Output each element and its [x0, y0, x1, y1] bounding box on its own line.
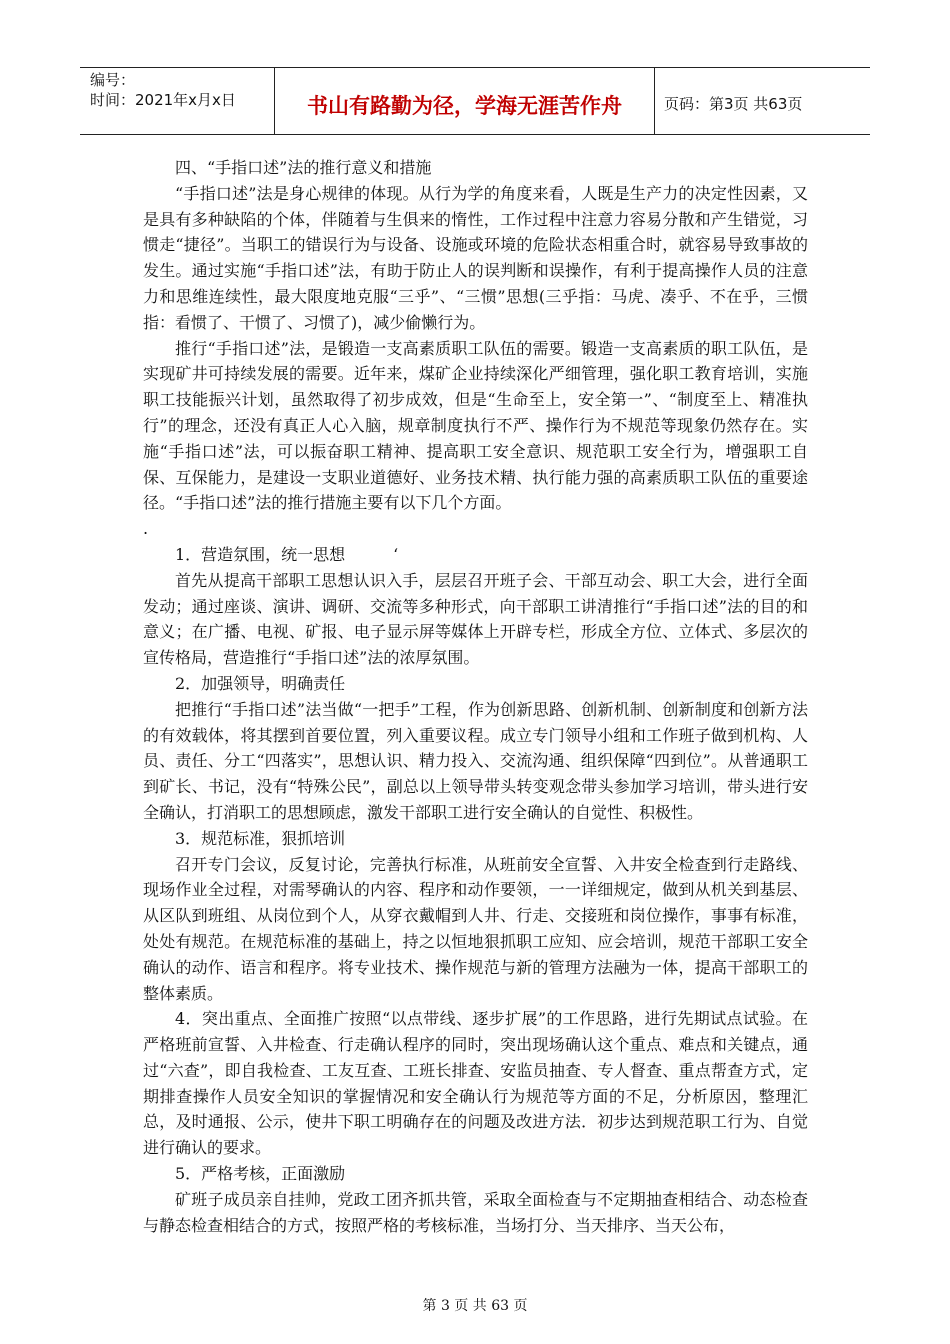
paragraph: “手指口述”法是身心规律的体现。从行为学的角度来看，人既是生产力的决定性因素，又是具有多种缺陷的个体，伴随着与生俱来的惰性，工作过程中注意力容易分散和产生错觉，习惯走“捷径”。当职工的错误行为与设备、设施或环境的危险状态相重合时，就容易导致事故的发生。通过实施“手指口述”法，有助于防止人的误判断和误操作，有利于提高操作人员的注意力和思维连续性，最大限度地克服“三乎”、“三惯”思想(三乎指：马虎、凑乎、不在乎，三惯指：看惯了、干惯了、习惯了)，减少偷懒行为。	[143, 183, 808, 332]
page-footer: 第 3 页 共 63 页	[422, 1298, 528, 1314]
paragraph: 推行“手指口述”法，是锻造一支高素质职工队伍的需要。锻造一支高素质的职工队伍，是实现矿井可持续发展的需要。近年来，煤矿企业持续深化严细管理，强化职工教育培训，实施职工技能振兴计划，虽然取得了初步成效，但是“生命至上，安全第一”、“制度至上、精准执行”的理念，还没有真正人心入脑，规章制度执行不严、操作行为不规范等现象仍然存在。实施“手指口述”法，可以振奋职工精神、提高职工安全意识、规范职工安全行为，增强职工自保、互保能力，是建设一支职业道德好、业务技术精、执行能力强的高素质职工队伍的重要途径。“手指口述”法的推行措施主要有以下几个方面。	[143, 338, 808, 513]
header-divider-right	[654, 67, 655, 135]
header-meta	[90, 70, 236, 110]
stray-dot: .	[143, 519, 149, 539]
header-page-number: 页码：第3页 共63页	[664, 95, 803, 113]
section-title: 四、“手指口述”法的推行意义和措施	[175, 158, 432, 177]
paragraph: 首先从提高干部职工思想认识入手，层层召开班子会、干部互动会、职工大会，进行全面发动；通过座谈、演讲、调研、交流等多种形式，向干部职工讲清推行“手指口述”法的目的和意义；在广播、电视、矿报、电子显示屏等媒体上开辟专栏，形成全方位、立体式、多层次的宣传格局，营造推行“手指口述”法的浓厚氛围。	[143, 570, 808, 668]
paragraph: 4．突出重点、全面推广按照“以点带线、逐步扩展”的工作思路，进行先期试点试验。在严格班前宣誓、入井检查、行走确认程序的同时，突出现场确认这个重点、难点和关键点，通过“六查”，即自我检查、工友互查、工班长排查、安监员抽查、专人督查、重点帮查方式，定期排查操作人员安全知识的掌握情况和安全确认行为规范等方面的不足，分析原因，整理汇总，及时通报、公示，使井下职工明确存在的问题及改进方法．初步达到规范职工行为、自觉进行确认的要求。	[143, 1009, 808, 1158]
header-bottom-rule	[80, 134, 870, 135]
subheading: 5．严格考核，正面激励	[175, 1164, 346, 1184]
paragraph: 把推行“手指口述”法当做“一把手”工程，作为创新思路、创新机制、创新制度和创新方法的有效载体，将其摆到首要位置，列入重要议程。成立专门领导小组和工作班子做到机构、人员、责任、分工“四落实”，思想认识、精力投入、交流沟通、组织保障“四到位”。从普通职工到矿长、书记，没有“特殊公民”，副总以上领导带头转变观念带头参加学习培训，带头进行安全确认，打消职工的思想顾虑，激发干部职工进行安全确认的自觉性、积极性。	[143, 699, 808, 822]
subheading: 2．加强领导，明确责任	[175, 673, 346, 693]
subheading: 1．营造氛围，统一思想 ‘	[175, 544, 399, 564]
header-number: 编号：	[90, 71, 136, 89]
subheading: 3．规范标准，狠抓培训	[175, 828, 346, 848]
header-top-rule	[80, 67, 870, 68]
document-body	[143, 155, 808, 1238]
paragraph: 召开专门会议，反复讨论，完善执行标准，从班前安全宣誓、入井安全检查到行走路线、现场作业全过程，对需琴确认的内容、程序和动作要领，一一详细规定，做到从机关到基层、从区队到班组、从岗位到个人，从穿衣戴帽到人井、行走、交接班和岗位操作，事事有标准，处处有规范。在规范标准的基础上，持之以恒地狠抓职工应知、应会培训，规范干部职工安全确认的动作、语言和程序。将专业技术、操作规范与新的管理方法融为一体，提高干部职工的整体素质。	[143, 854, 808, 1003]
header-motto: 书山有路勤为径，学海无涯苦作舟	[307, 94, 622, 118]
header-time: 时间：2021年x月x日	[90, 91, 236, 109]
paragraph: 矿班子成员亲自挂帅，党政工团齐抓共管，采取全面检查与不定期抽查相结合、动态检查与静态检查相结合的方式，按照严格的考核标准，当场打分、当天排序、当天公布，	[143, 1189, 808, 1235]
